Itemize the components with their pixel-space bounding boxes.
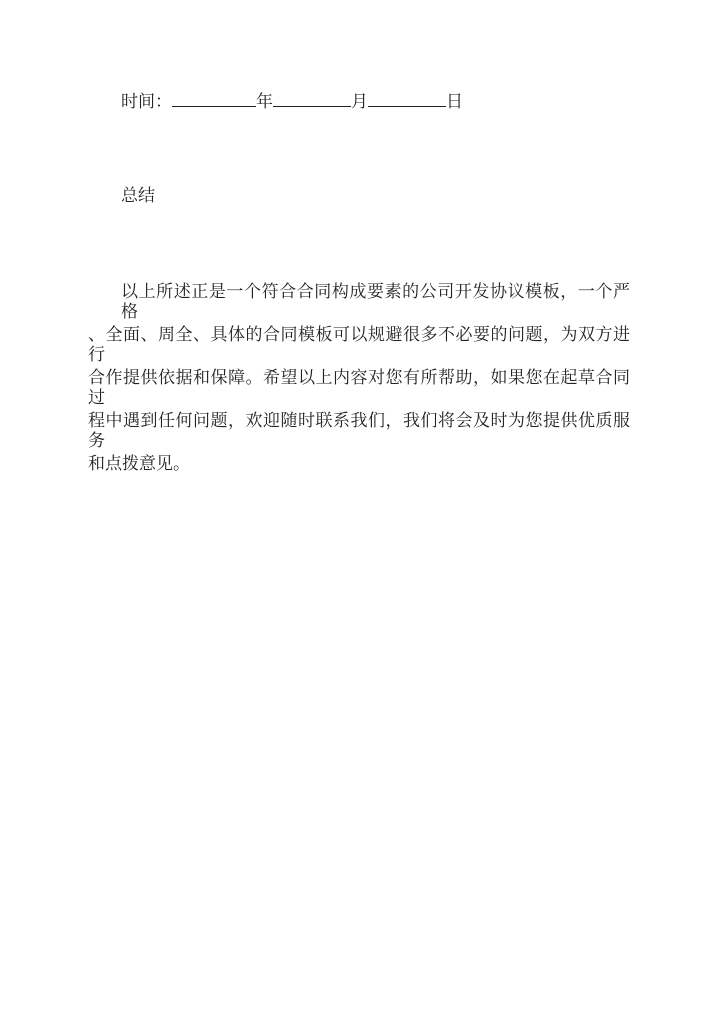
summary-line-2: 、全面、周全、具体的合同模板可以规避很多不必要的问题，为双方进行: [88, 325, 630, 365]
year-unit: 年: [256, 92, 273, 112]
date-label: 时间：: [121, 92, 172, 112]
summary-line-1: 以上所述正是一个符合合同构成要素的公司开发协议模板，一个严格: [121, 282, 630, 322]
day-unit: 日: [446, 92, 463, 112]
date-line: [121, 90, 681, 112]
summary-heading: 总结: [121, 186, 155, 206]
summary-line-4: 程中遇到任何问题，欢迎随时联系我们，我们将会及时为您提供优质服务: [88, 411, 630, 451]
day-blank: [368, 90, 446, 107]
month-blank: [273, 90, 351, 107]
summary-line-3: 合作提供依据和保障。希望以上内容对您有所帮助，如果您在起草合同过: [88, 368, 630, 408]
year-blank: [172, 90, 256, 107]
month-unit: 月: [351, 92, 368, 112]
summary-line-5: 和点拨意见。: [88, 454, 190, 474]
